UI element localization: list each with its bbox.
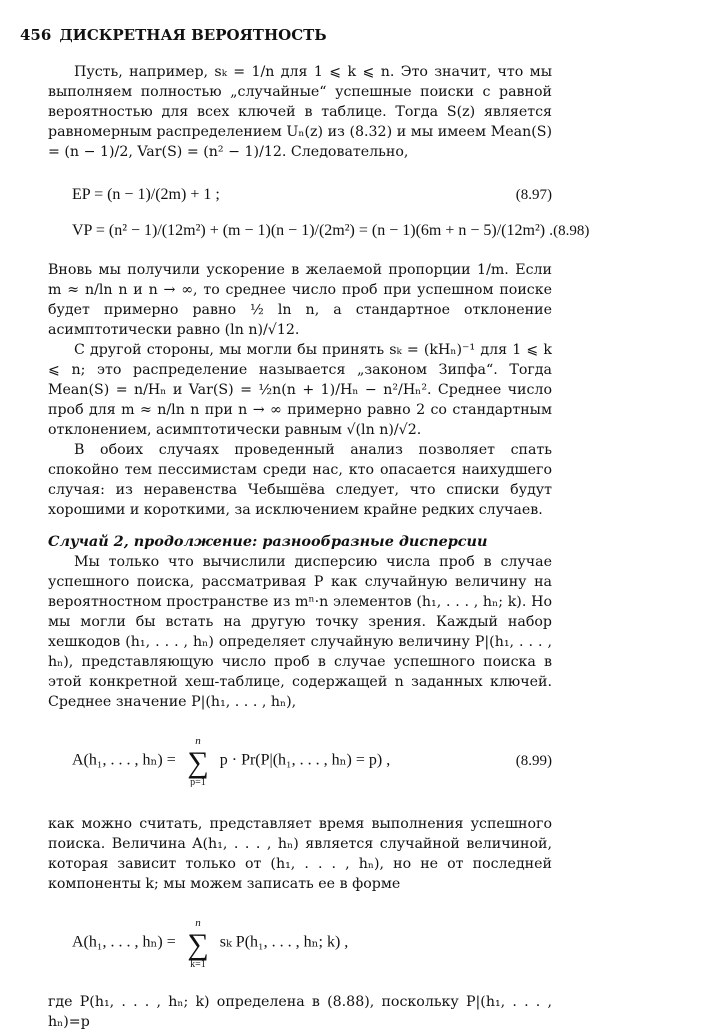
paragraph: Пусть, например, sₖ = 1/n для 1 ⩽ k ⩽ n. Это значит, что мы выполняем полностью „случайные“ успешные поиски с равной вероятностью для всех ключей в таблице. Тогда S(z) является равномерным распределением Uₙ(z) из (8.32) и мы имеем Mean(S) = (n − 1)/2, Var(S) = (n² − 1)/12. Следовательно, xyxy=(48,64,552,160)
equation-body xyxy=(48,917,348,969)
svg-text:∑: ∑ xyxy=(187,746,209,779)
svg-text:k=1: k=1 xyxy=(189,959,206,969)
equation-lhs: A(h₁, . . . , hₙ) = xyxy=(72,751,176,769)
summation-symbol xyxy=(180,735,216,787)
chapter-title: ДИСКРЕТНАЯ ВЕРОЯТНОСТЬ xyxy=(59,26,327,44)
equation-number: (8.99) xyxy=(515,753,552,769)
paragraph: Мы только что вычислили дисперсию числа проб в случае успешного поиска, рассматривая P как случайную величину на вероятностном пространстве из mⁿ·n элементов (h₁, . . . , hₙ; k). Но мы могли бы встать на другую точку зрения. Каждый набор хешкодов (h₁, . . . , hₙ) определяет случайную величину P|(h₁, . . . , hₙ), представляющую число проб в случае успешного поиска в этой конкретной хеш-таблице, содержащей n заданных ключей. Среднее значение P|(h₁, . . . , hₙ), xyxy=(48,554,552,710)
paragraph: как можно считать, представляет время выполнения успешного поиска. Величина A(h₁, . . . , hₙ) является случайной величиной, которая зависит только от (h₁, . . . , hₙ), но не от последней компоненты k; мы можем записать ее в форме xyxy=(48,816,552,892)
main-text xyxy=(48,62,590,1032)
equation-lhs: A(h₁, . . . , hₙ) = xyxy=(72,933,176,951)
equation-8-99 xyxy=(48,734,552,788)
svg-text:n: n xyxy=(194,735,201,747)
equation-unnumbered xyxy=(48,916,552,970)
equation-rhs: sₖ P(h₁, . . . , hₙ; k) , xyxy=(219,933,349,951)
page-number: 456 xyxy=(20,26,52,44)
paragraph: В обоих случаях проведенный анализ позволяет спать спокойно тем пессимистам среди нас, кто опасается наихудшего случая: из неравенства Чебышёва следует, что списки будут хорошими и короткими, за исключением крайне редких случаев. xyxy=(48,442,552,518)
equation-number: (8.98) xyxy=(553,223,590,239)
running-header xyxy=(20,26,680,44)
equation-body xyxy=(48,735,390,787)
equation-number: (8.97) xyxy=(515,187,552,203)
equation-body: VP = (n² − 1)/(12m²) + (m − 1)(n − 1)/(2m²) = (n − 1)(6m + n − 5)/(12m²) . xyxy=(72,222,554,239)
paragraph: Вновь мы получили ускорение в желаемой пропорции 1/m. Если m ≈ n/ln n и n → ∞, то среднее число проб при успешном поиске будет примерно равно ½ ln n, а стандартное отклонение асимптотически равно (ln n)/√12. xyxy=(48,262,552,338)
equation-8-97 xyxy=(48,182,552,208)
svg-text:n: n xyxy=(194,917,201,929)
equation-8-98 xyxy=(48,216,590,246)
summation-symbol xyxy=(180,917,216,969)
equation-body: EP = (n − 1)/(2m) + 1 ; xyxy=(72,186,220,203)
equation-rhs: p · Pr(P|(h₁, . . . , hₙ) = p) , xyxy=(219,751,391,769)
svg-text:p=1: p=1 xyxy=(189,777,206,787)
paragraph: где P(h₁, . . . , hₙ; k) определена в (8.88), поскольку P|(h₁, . . . , hₙ)=p xyxy=(48,994,552,1030)
section-subheading: Случай 2, продолжение: разнообразные дисперсии xyxy=(48,533,488,550)
paragraph: С другой стороны, мы могли бы принять sₖ = (kHₙ)⁻¹ для 1 ⩽ k ⩽ n; это распределение называется „законом Зипфа“. Тогда Mean(S) = n/Hₙ и Var(S) = ½n(n + 1)/Hₙ − n²/Hₙ². Среднее число проб для m ≈ n/ln n при n → ∞ примерно равно 2 со стандартным отклонением, асимптотически равным √(ln n)/√2. xyxy=(48,342,552,438)
svg-text:∑: ∑ xyxy=(187,928,209,961)
